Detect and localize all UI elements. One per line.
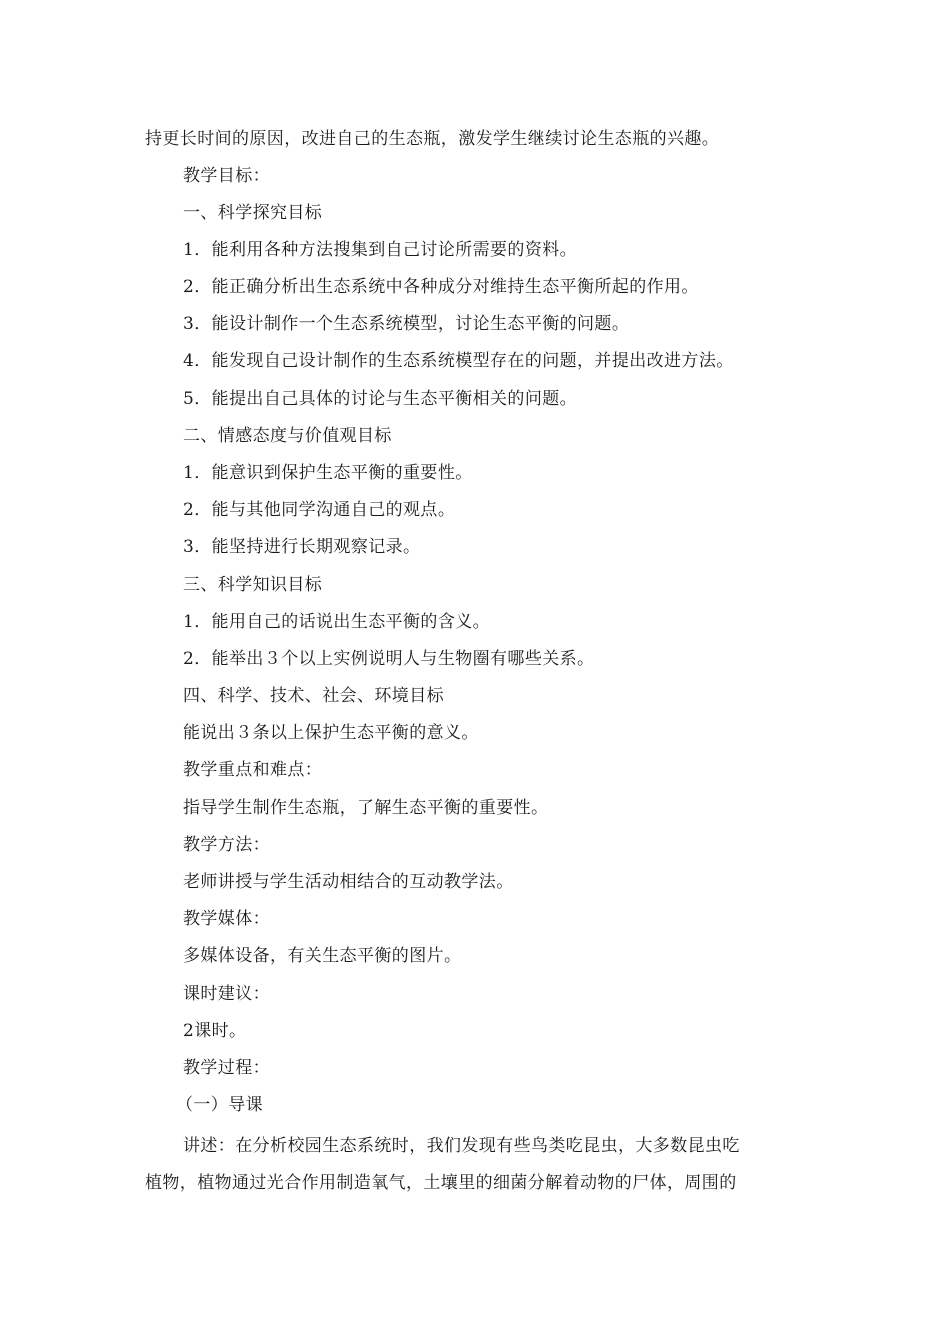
heading-teaching-process: 教学过程：	[183, 1058, 270, 1078]
subheading-introduction: （一）导课	[176, 1095, 263, 1115]
paragraph: 指导学生制作生态瓶，了解生态平衡的重要性。	[183, 798, 549, 818]
list-item: 2．能正确分析出生态系统中各种成分对维持生态平衡所起的作用。	[183, 277, 699, 297]
list-item: 2．能与其他同学沟通自己的观点。	[183, 500, 456, 520]
paragraph: 能说出３条以上保护生态平衡的意义。	[183, 723, 479, 743]
section-heading-stse: 四、科学、技术、社会、环境目标	[183, 686, 444, 706]
paragraph: 讲述：在分析校园生态系统时，我们发现有些鸟类吃昆虫，大多数昆虫吃	[183, 1136, 740, 1156]
list-item: 1．能意识到保护生态平衡的重要性。	[183, 463, 473, 483]
section-heading-science-inquiry: 一、科学探究目标	[183, 203, 323, 223]
paragraph-continuation: 植物，植物通过光合作用制造氧气，土壤里的细菌分解着动物的尸体，周围的	[145, 1173, 737, 1193]
paragraph-continuation: 持更长时间的原因，改进自己的生态瓶，激发学生继续讨论生态瓶的兴趣。	[145, 129, 720, 149]
list-item: 4．能发现自己设计制作的生态系统模型存在的问题，并提出改进方法。	[183, 351, 734, 371]
heading-teaching-objectives: 教学目标：	[183, 166, 270, 186]
list-item: 2．能举出３个以上实例说明人与生物圈有哪些关系。	[183, 649, 595, 669]
list-item: 3．能设计制作一个生态系统模型，讨论生态平衡的问题。	[183, 314, 630, 334]
paragraph: 老师讲授与学生活动相结合的互动教学法。	[183, 872, 514, 892]
heading-teaching-media: 教学媒体：	[183, 909, 270, 929]
paragraph: 多媒体设备，有关生态平衡的图片。	[183, 946, 462, 966]
heading-class-hours: 课时建议：	[183, 984, 270, 1004]
paragraph: 2课时。	[183, 1021, 247, 1041]
list-item: 5．能提出自己具体的讨论与生态平衡相关的问题。	[183, 389, 578, 409]
list-item: 1．能用自己的话说出生态平衡的含义。	[183, 612, 491, 632]
heading-key-points: 教学重点和难点：	[183, 760, 323, 780]
section-heading-attitude-values: 二、情感态度与价值观目标	[183, 426, 392, 446]
list-item: 1．能利用各种方法搜集到自己讨论所需要的资料。	[183, 240, 578, 260]
heading-teaching-method: 教学方法：	[183, 835, 270, 855]
section-heading-science-knowledge: 三、科学知识目标	[183, 575, 323, 595]
list-item: 3．能坚持进行长期观察记录。	[183, 537, 421, 557]
